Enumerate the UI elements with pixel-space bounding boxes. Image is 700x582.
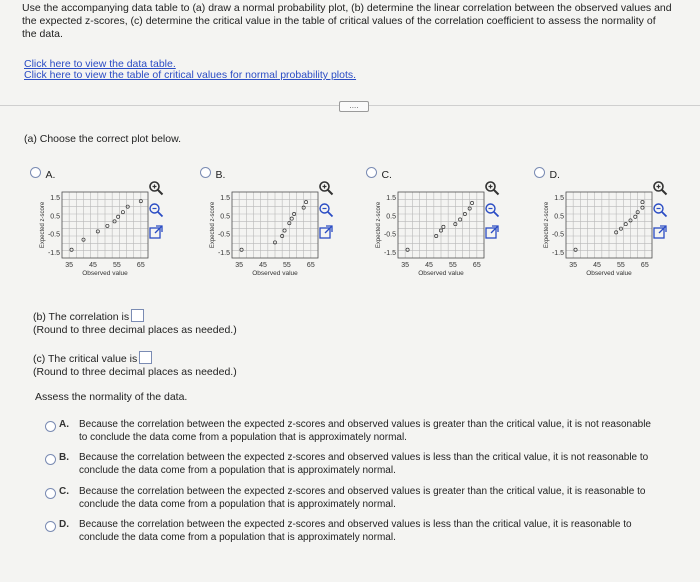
x-axis-label: Observed value — [418, 270, 464, 277]
y-tick-label: -1.5 — [217, 250, 230, 257]
answer-text-line-2: to conclude the data come from a population that is approximately normal. — [79, 431, 407, 443]
y-tick-label: 1.5 — [554, 195, 564, 202]
y-tick-label: -1.5 — [551, 250, 564, 257]
answer-text-line-1: Because the correlation between the expected z-scores and observed values is greater than the critical value, it is not reasonable — [79, 419, 651, 430]
answer-option-3[interactable] — [45, 486, 685, 511]
plot-tools — [484, 180, 502, 246]
answer-letter: A. — [59, 419, 69, 430]
x-tick-label: 45 — [259, 262, 267, 269]
data-point — [442, 225, 445, 228]
plot-tools — [148, 180, 166, 246]
part-c-label: (c) The critical value is — [33, 353, 138, 365]
y-tick-label: -1.5 — [383, 250, 396, 257]
zoom-in-icon[interactable] — [652, 180, 668, 196]
question-line-3: the data. — [22, 28, 63, 40]
plot-tools — [652, 180, 670, 246]
data-point — [634, 215, 637, 218]
plot-option-4[interactable] — [534, 165, 560, 183]
plot-option-radio[interactable] — [534, 167, 545, 178]
answer-text-line-2: conclude the data come from a population that is approximately normal. — [79, 498, 396, 510]
x-tick-label: 55 — [283, 262, 291, 269]
zoom-out-icon[interactable] — [652, 202, 668, 218]
normal-probability-plot — [542, 186, 662, 286]
normal-probability-plot — [374, 186, 494, 286]
plot-option-radio[interactable] — [30, 167, 41, 178]
x-tick-label: 65 — [640, 262, 649, 269]
open-in-new-window-icon[interactable] — [318, 224, 334, 240]
more-button[interactable]: .... — [339, 101, 369, 112]
plot-option-letter: A. — [45, 169, 56, 181]
answer-text-line-1: Because the correlation between the expected z-scores and observed values is less than the critical value, it is reasonable to — [79, 519, 632, 530]
answer-option-2[interactable] — [45, 452, 685, 477]
y-axis-label: Expected z-score — [210, 201, 216, 249]
answer-letter: D. — [59, 519, 69, 530]
zoom-in-icon[interactable] — [484, 180, 500, 196]
zoom-in-icon[interactable] — [148, 180, 164, 196]
x-tick-label: 35 — [401, 262, 410, 269]
plot-tools — [318, 180, 336, 246]
plot-option-radio[interactable] — [366, 167, 377, 178]
answer-radio[interactable] — [45, 521, 56, 532]
data-point — [459, 218, 462, 221]
y-tick-label: -0.5 — [383, 231, 396, 239]
data-point — [106, 224, 109, 227]
y-tick-label: 0.5 — [554, 213, 564, 221]
y-tick-label: 1.5 — [386, 195, 396, 202]
answer-text-line-2: conclude the data come from a population that is approximately normal. — [79, 531, 396, 543]
data-point — [304, 200, 307, 203]
y-tick-label: 0.5 — [50, 213, 60, 221]
answer-option-1[interactable] — [45, 419, 685, 444]
plot-option-letter: C. — [381, 169, 392, 181]
x-tick-label: 35 — [235, 262, 244, 269]
y-axis-label: Expected z-score — [40, 201, 46, 249]
y-tick-label: 0.5 — [386, 213, 396, 221]
answer-letter: B. — [59, 452, 69, 463]
critical-value-input[interactable] — [139, 351, 152, 364]
zoom-out-icon[interactable] — [318, 202, 334, 218]
correlation-input[interactable] — [131, 309, 144, 322]
answer-option-4[interactable] — [45, 519, 685, 544]
answer-text-line-1: Because the correlation between the expected z-scores and observed values is greater than the critical value, it is reasonable to — [79, 486, 646, 497]
answer-radio[interactable] — [45, 454, 56, 465]
y-tick-label: -0.5 — [551, 231, 564, 239]
x-axis-label: Observed value — [252, 270, 298, 277]
x-tick-label: 45 — [425, 262, 433, 269]
y-tick-label: 1.5 — [50, 195, 60, 202]
plot-option-2[interactable] — [200, 165, 225, 183]
plot-option-1[interactable] — [30, 165, 55, 183]
part-c-rounding: (Round to three decimal places as needed.) — [33, 366, 237, 378]
open-in-new-window-icon[interactable] — [148, 224, 164, 240]
zoom-in-icon[interactable] — [318, 180, 334, 196]
zoom-out-icon[interactable] — [484, 202, 500, 218]
data-point — [283, 229, 286, 232]
answer-radio[interactable] — [45, 488, 56, 499]
answer-text-line-1: Because the correlation between the expected z-scores and observed values is less than the critical value, it is not reasonable to — [79, 452, 649, 463]
answer-letter: C. — [59, 486, 69, 497]
question-line-2: the expected z-scores, (c) determine the critical value in the table of critical values of the correlation coefficient to assess the normality of — [22, 15, 656, 27]
y-tick-label: -1.5 — [47, 250, 60, 257]
x-tick-label: 55 — [449, 262, 457, 269]
answer-text-line-2: conclude the data come from a population that is approximately normal. — [79, 464, 396, 476]
x-axis-label: Observed value — [586, 270, 632, 277]
part-b-rounding: (Round to three decimal places as needed.) — [33, 324, 237, 336]
x-tick-label: 45 — [89, 262, 97, 269]
y-tick-label: 1.5 — [220, 195, 230, 202]
data-point — [470, 201, 473, 204]
question-text — [22, 2, 687, 41]
data-table-link[interactable]: Click here to view the data table. — [24, 58, 176, 70]
plot-option-letter: B. — [215, 169, 226, 181]
x-tick-label: 65 — [136, 262, 145, 269]
plot-option-3[interactable] — [366, 165, 392, 183]
x-tick-label: 45 — [593, 262, 601, 269]
plot-option-letter: D. — [549, 169, 560, 181]
x-tick-label: 65 — [306, 262, 315, 269]
data-point — [624, 222, 627, 225]
x-tick-label: 55 — [113, 262, 121, 269]
data-point — [121, 211, 124, 214]
x-tick-label: 65 — [472, 262, 481, 269]
x-axis-label: Observed value — [82, 270, 128, 277]
part-b — [33, 309, 237, 337]
y-tick-label: -0.5 — [47, 231, 60, 239]
part-c — [33, 351, 237, 379]
y-axis-label: Expected z-score — [376, 201, 382, 249]
part-b-label: (b) The correlation is — [33, 311, 130, 323]
answer-radio[interactable] — [45, 421, 56, 432]
question-line-1: Use the accompanying data table to (a) draw a normal probability plot, (b) determine the linear correlation between the observed values and — [22, 2, 672, 14]
open-in-new-window-icon[interactable] — [484, 224, 500, 240]
y-axis-label: Expected z-score — [544, 201, 550, 249]
y-tick-label: 0.5 — [220, 213, 230, 221]
open-in-new-window-icon[interactable] — [652, 224, 668, 240]
x-tick-label: 55 — [617, 262, 625, 269]
x-tick-label: 35 — [65, 262, 74, 269]
plot-option-radio[interactable] — [200, 167, 211, 178]
x-tick-label: 35 — [569, 262, 578, 269]
critical-values-link[interactable]: Click here to view the table of critical values for normal probability plots. — [24, 69, 357, 81]
zoom-out-icon[interactable] — [148, 202, 164, 218]
part-a-prompt: (a) Choose the correct plot below. — [24, 133, 181, 145]
data-point — [641, 200, 644, 203]
assess-prompt: Assess the normality of the data. — [35, 391, 188, 403]
normal-probability-plot — [208, 186, 328, 286]
data-point — [290, 217, 293, 220]
normal-probability-plot — [38, 186, 158, 286]
y-tick-label: -0.5 — [217, 231, 230, 239]
